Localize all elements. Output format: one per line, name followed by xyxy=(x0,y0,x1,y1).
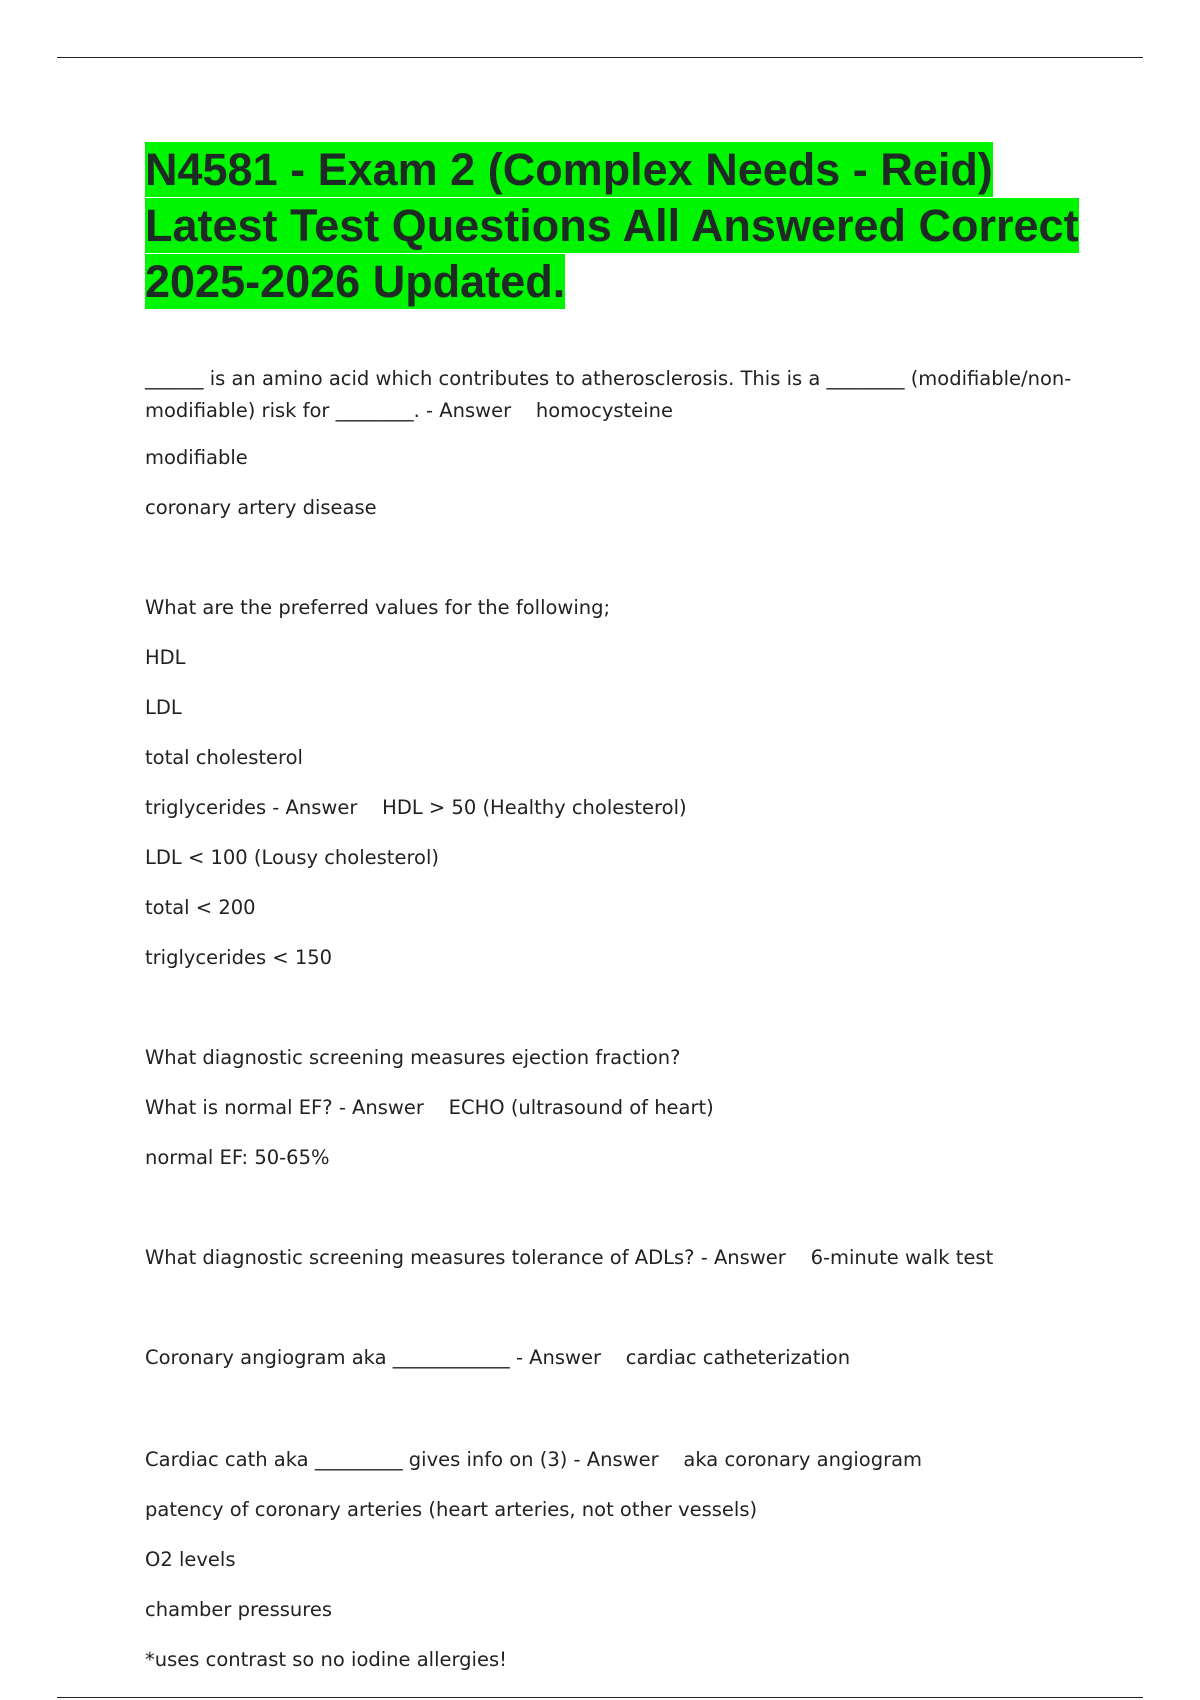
title-highlight: N4581 - Exam 2 (Complex Needs - Reid) Latest Test Questions All Answered Correct 2025-2026 Updated. xyxy=(145,144,1079,307)
qa-block-cardiac-cath xyxy=(145,1444,1085,1676)
answer-line: LDL < 100 (Lousy cholesterol) xyxy=(145,846,439,869)
document-body xyxy=(145,363,1085,1694)
question-line: LDL xyxy=(145,696,182,719)
question-text: ______ is an amino acid which contributes to atherosclerosis. This is a ________ (modifiable/non-modifiable) risk for ________. - Answer homocysteine xyxy=(145,367,1072,422)
footer-rule xyxy=(57,1697,1143,1698)
qa-block-homocysteine xyxy=(145,363,1085,524)
answer-line: triglycerides - Answer HDL > 50 (Healthy cholesterol) xyxy=(145,796,687,819)
answer-line: chamber pressures xyxy=(145,1598,333,1621)
qa-block-ejection-fraction xyxy=(145,1042,1085,1174)
spacer xyxy=(145,992,1085,1042)
qa-block-coronary-angiogram xyxy=(145,1342,1085,1374)
answer-line: normal EF: 50-65% xyxy=(145,1146,330,1169)
answer-line: patency of coronary arteries (heart arteries, not other vessels) xyxy=(145,1498,758,1521)
answer-line: *uses contrast so no iodine allergies! xyxy=(145,1648,507,1671)
answer-line: What is normal EF? - Answer ECHO (ultrasound of heart) xyxy=(145,1096,714,1119)
question-text: Coronary angiogram aka ____________ - Answer cardiac catheterization xyxy=(145,1346,851,1369)
spacer xyxy=(145,542,1085,592)
spacer xyxy=(145,1292,1085,1342)
question-text: What diagnostic screening measures tolerance of ADLs? - Answer 6-minute walk test xyxy=(145,1246,994,1269)
header-rule xyxy=(57,57,1143,58)
answer-line: total < 200 xyxy=(145,896,256,919)
qa-block-adl-tolerance xyxy=(145,1242,1085,1274)
question-line: HDL xyxy=(145,646,186,669)
answer-line: O2 levels xyxy=(145,1548,236,1571)
question-line: total cholesterol xyxy=(145,746,303,769)
spacer xyxy=(145,1192,1085,1242)
question-text: What are the preferred values for the following; xyxy=(145,596,611,619)
answer-line: modifiable xyxy=(145,446,248,469)
question-text: What diagnostic screening measures ejection fraction? xyxy=(145,1046,681,1069)
document-title xyxy=(145,142,1085,310)
spacer xyxy=(145,1392,1085,1444)
qa-block-cholesterol xyxy=(145,592,1085,974)
question-text: Cardiac cath aka _________ gives info on (3) - Answer aka coronary angiogram xyxy=(145,1448,923,1471)
answer-line: coronary artery disease xyxy=(145,496,377,519)
answer-line: triglycerides < 150 xyxy=(145,946,333,969)
